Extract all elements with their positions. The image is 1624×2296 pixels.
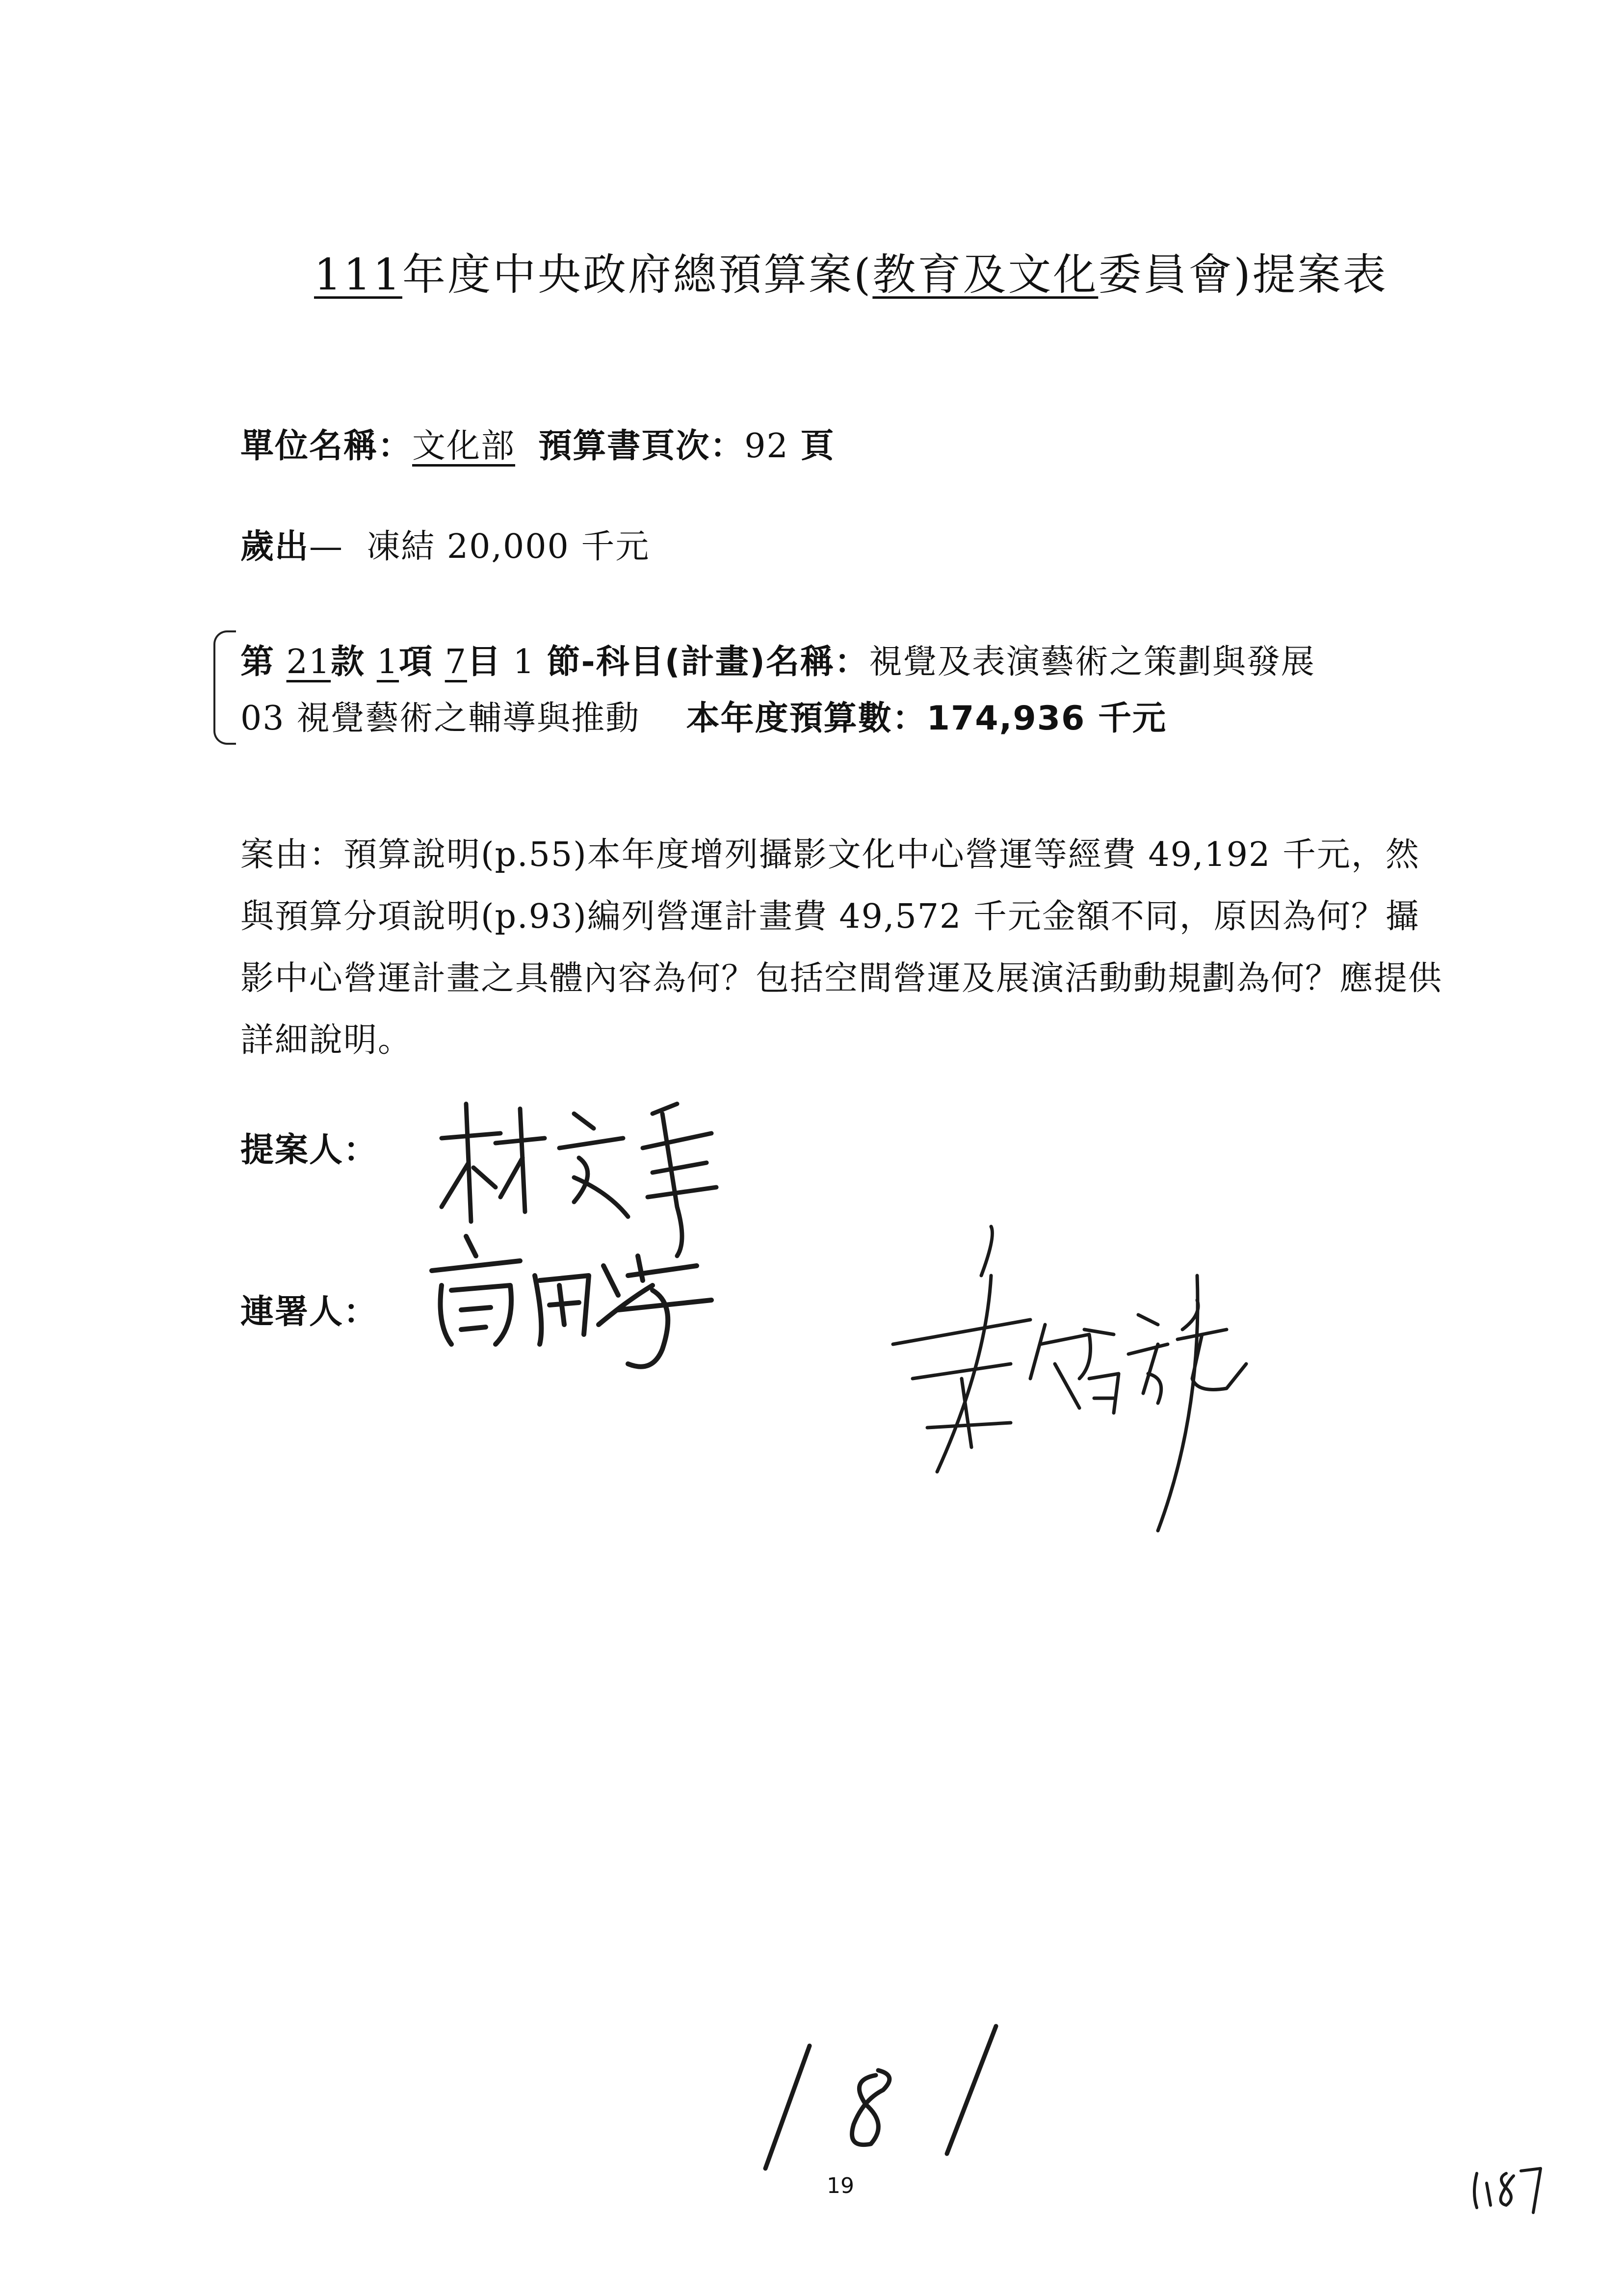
cosigner-label: 連署人： xyxy=(240,1293,378,1331)
cosigner-signature xyxy=(422,1226,726,1388)
document-title xyxy=(314,240,1388,302)
item-mu-label: 目 xyxy=(467,643,501,681)
handwritten-number xyxy=(751,2021,1006,2173)
item-jie-label: 節-科目(計畫)名稱： xyxy=(547,643,869,681)
title-committee: 教育及文化 xyxy=(872,249,1099,300)
unit-line xyxy=(240,419,835,467)
page-label: 預算書頁次： xyxy=(538,427,745,466)
title-year: 111 xyxy=(314,249,402,300)
item-di: 第 xyxy=(240,643,275,681)
item-plan-name: 視覺及表演藝術之策劃與發展 xyxy=(868,643,1315,681)
page-value: 92 xyxy=(744,427,789,466)
item-line-1 xyxy=(240,635,1315,683)
expenditure-action: 凍結 20,000 千元 xyxy=(367,527,650,566)
expenditure-dash: — xyxy=(309,527,344,566)
item-kuan: 21 xyxy=(286,643,331,681)
reason-paragraph: 案由：預算說明(p.55)本年度增列攝影文化中心營運等經費 49,192 千元，然與預算分項說明(p.93)編列營運計畫費 49,572 千元金額不同，原因為何？攝影中心營運計畫之具體內容為何？包括空間營運及展演活動動規劃為何？應提供詳細說明。 xyxy=(240,835,1443,1060)
item-budget: 本年度預算數：174,936 千元 xyxy=(686,699,1167,738)
item-jie: 1 xyxy=(513,643,535,681)
page-number: 19 xyxy=(827,2173,854,2198)
expenditure-label: 歲出 xyxy=(240,527,310,566)
proposer-label: 提案人： xyxy=(240,1131,378,1170)
unit-label: 單位名稱： xyxy=(240,427,413,466)
item-sub: 03 視覺藝術之輔導與推動 xyxy=(240,699,640,738)
item-mu: 7 xyxy=(445,643,467,681)
item-line-2 xyxy=(240,692,1167,739)
corner-mark xyxy=(1467,2159,1545,2218)
item-kuan-label: 款 xyxy=(331,643,366,681)
cosigner2-signature xyxy=(883,1217,1256,1531)
page-unit: 頁 xyxy=(800,427,835,466)
unit-name: 文化部 xyxy=(412,427,516,466)
item-xiang-label: 項 xyxy=(399,643,434,681)
title-part1: 年度中央政府總預算案( xyxy=(402,249,873,300)
item-bracket xyxy=(213,630,236,745)
expenditure-line xyxy=(240,520,650,568)
item-xiang: 1 xyxy=(376,643,399,681)
title-part2: 委員會)提案表 xyxy=(1098,249,1388,300)
